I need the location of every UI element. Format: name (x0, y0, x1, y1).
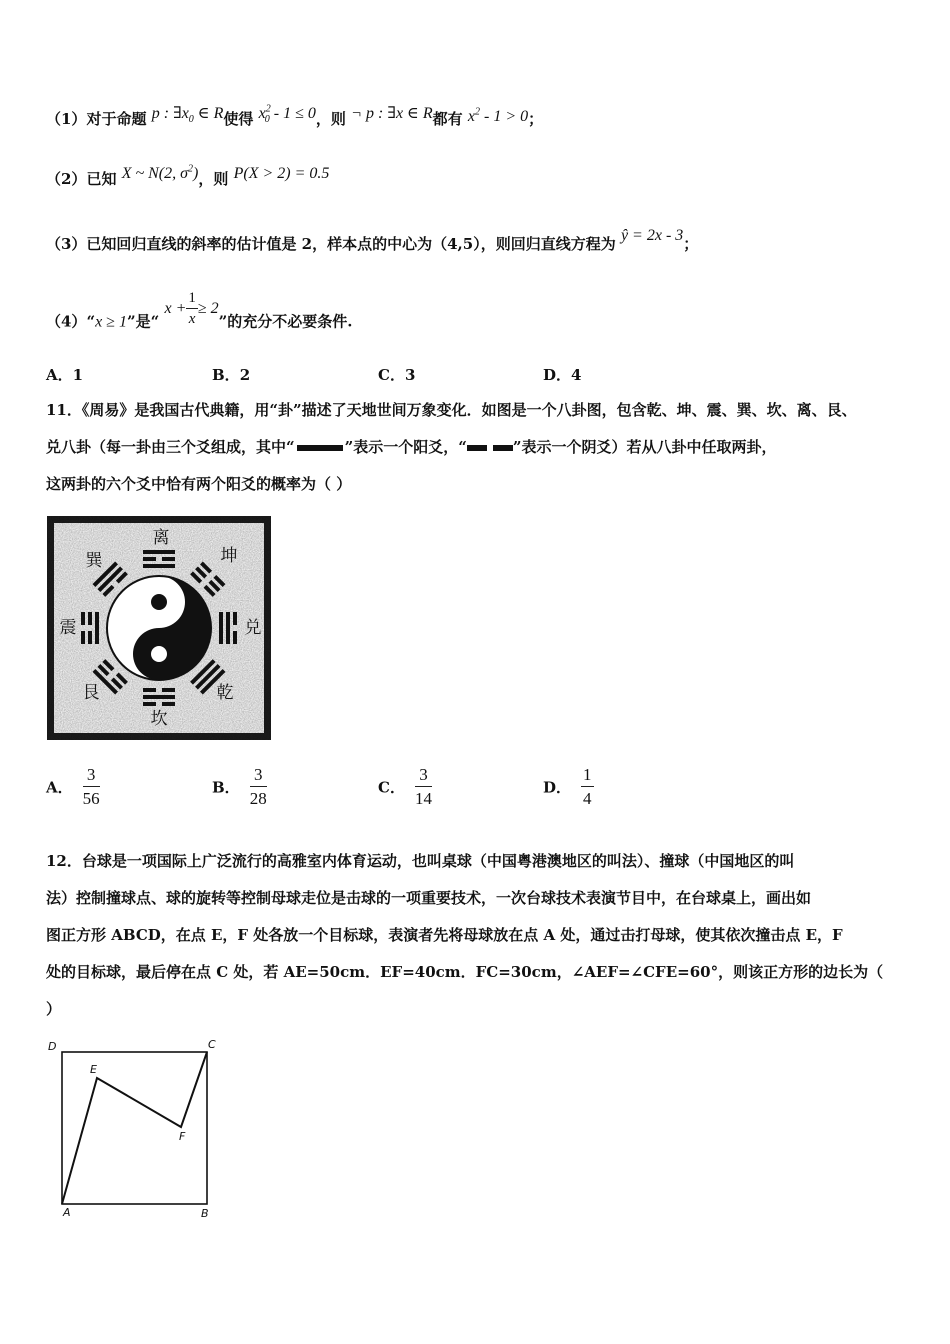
label-d: D (48, 1040, 57, 1053)
statement-3-formula: ŷ = 2x - 3 (620, 227, 684, 244)
statement-3 (46, 227, 699, 254)
statement-1-formula-x0: $x^2_0 - 1 \le 0$ (258, 103, 316, 126)
statement-1-text-4: 都有 (432, 110, 463, 128)
statement-2-formula-x: X ~ N(2, $\sigma^2$) (121, 163, 199, 182)
path-aefc (62, 1052, 207, 1204)
statement-1 (46, 103, 544, 131)
q10-option-a[interactable]: A．1 (46, 366, 84, 384)
q11-line-1: 11．《周易》是我国古代典籍，用“卦”描述了天地世间万象变化．如图是一个八卦图，包含乾、坤、震、巽、坎、离、艮、 (46, 401, 857, 419)
q10-option-d[interactable]: D．4 (543, 366, 582, 384)
label-li: 离 (152, 528, 170, 548)
statement-4-formula-1: x ≥ 1 (95, 313, 127, 331)
statement-4-text-2: ”的充分不必要条件. (218, 312, 353, 331)
label-qian: 乾 (216, 683, 234, 703)
statement-1-formula-p: p : $\exists x_0$ ∈ R (151, 105, 224, 126)
yang-line-icon (297, 445, 343, 451)
statement-1-formula-negp: ¬ p : ∃x ∈ R (351, 105, 433, 122)
label-c: C (208, 1038, 216, 1051)
q11-option-a[interactable]: A． $\frac{3}{56}$ (46, 765, 100, 808)
label-gen: 艮 (82, 683, 100, 703)
label-a: A (63, 1206, 71, 1219)
bagua-figure (47, 516, 271, 740)
statement-1-text-3: ，则 (315, 110, 346, 128)
statement-3-end: ； (683, 235, 699, 253)
statement-3-text: （3）已知回归直线的斜率的估计值是 2，样本点的中心为（4,5），则回归直线方程为 (46, 235, 616, 253)
q10-option-b[interactable]: B．2 (212, 366, 251, 384)
square-abcd-figure (40, 1036, 230, 1226)
statement-4-text: ”是“ (126, 312, 160, 331)
q11-option-b[interactable]: B． $\frac{3}{28}$ (212, 765, 267, 808)
statement-1-end: ； (528, 110, 544, 128)
statement-4-quote-open: “ (86, 312, 96, 331)
statement-2 (46, 163, 330, 189)
statement-4 (46, 290, 353, 342)
taiji-symbol (107, 576, 211, 680)
q11-option-d[interactable]: D． $\frac{1}{4}$ (543, 765, 592, 808)
statement-1-number: （1） (46, 110, 87, 128)
statement-2-formula-p: P(X > 2) = 0.5 (233, 165, 330, 182)
statement-1-text: 对于命题 (86, 110, 147, 128)
label-xun: 巽 (85, 551, 103, 571)
statement-4-frac-den: x (188, 311, 196, 327)
q12-line-2: 法）控制撞球点、球的旋转等控制母球走位是击球的一项重要技术，一次台球技术表演节目中，在台球桌上，画出如 (46, 889, 812, 907)
q11-line-2: 兑八卦（每一卦由三个爻组成，其中“ ”表示一个阳爻，“ ”表示一个阴爻）若从八卦中任取两卦， (46, 438, 777, 456)
q12-line-5: ） (46, 1000, 62, 1018)
label-dui: 兑 (244, 618, 262, 638)
label-b: B (201, 1207, 209, 1220)
q12-line-4: 处的目标球，最后停在点 C 处，若 AE=50cm．EF=40cm．FC=30cm，∠AEF=∠CFE=60°，则该正方形的边长为（ (46, 963, 884, 981)
statement-4-number: （4） (46, 312, 87, 331)
q11-line-3: 这两卦的六个爻中恰有两个阳爻的概率为（ ） (46, 475, 352, 493)
label-e: E (90, 1063, 97, 1076)
q10-option-c[interactable]: C．3 (378, 366, 416, 384)
statement-2-number: （2） (46, 170, 87, 188)
label-kun: 坤 (220, 546, 238, 566)
statement-4-formula-2: x + $\frac{1}{x}$ ≥ 2 (164, 290, 219, 327)
statement-2-text-2: ，则 (198, 170, 229, 188)
label-f: F (179, 1130, 186, 1143)
q12-line-1: 12．台球是一项国际上广泛流行的高雅室内体育运动，也叫桌球（中国粤港澳地区的叫法）、撞球（中国地区的叫 (46, 852, 795, 870)
statement-2-text: 已知 (86, 170, 117, 188)
label-kan: 坎 (150, 709, 168, 729)
q12-line-3: 图正方形 ABCD，在点 E，F 处各放一个目标球，表演者先将母球放在点 A 处，通过击打母球，使其依次撞击点 E，F (46, 926, 843, 944)
statement-1-text-2: 使得 (223, 110, 254, 128)
yin-line-icon (467, 445, 487, 451)
q11-option-c[interactable]: C． $\frac{3}{14}$ (378, 765, 432, 808)
label-zhen: 震 (59, 618, 77, 638)
statement-4-frac-num: 1 (186, 290, 198, 309)
statement-1-formula-x2: $x^2 - 1 > 0$ (467, 106, 529, 125)
yin-line-icon-right (493, 445, 513, 451)
